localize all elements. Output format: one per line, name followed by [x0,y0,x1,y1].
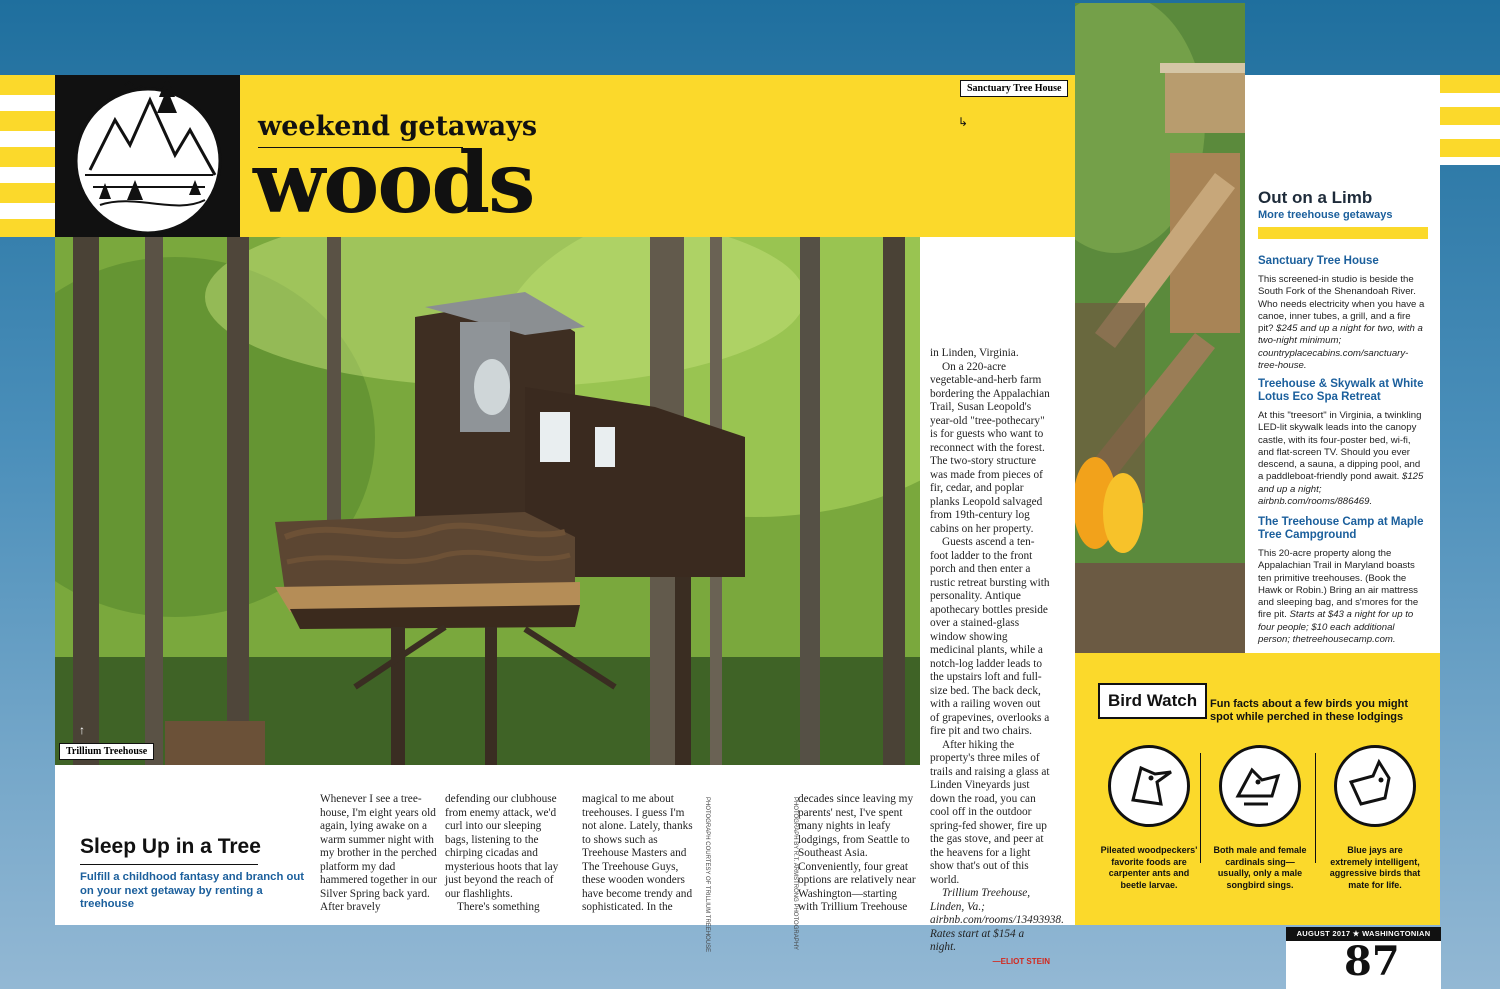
woodpecker-icon [1108,745,1190,827]
sidebar-item [1258,255,1428,372]
arrow-right-icon: ↳ [958,115,969,129]
sidebar-item-text: At this "treesort" in Virginia, a twinkling LED-lit skywalk leads into the canopy castle, with its four-poster bed, wi-fi, and flat-screen TV. Should you ever descend, a sauna, a dipping pool, and a paddleboat-friendly pond await. $125 and up a night; airbnb.com/rooms/886469. [1258,410,1424,508]
divider [1315,753,1316,863]
blue-jay-icon [1334,745,1416,827]
sidebar-subtitle: More treehouse getaways [1258,209,1393,221]
section-kicker: weekend getaways [258,111,538,142]
sidebar-item [1258,516,1428,646]
mountains-emblem [55,75,240,237]
stairway-treehouse-photo [1075,3,1245,653]
treehouse-photo [55,237,920,765]
bird-fact: Both male and female cardinals sing—usually, only a male songbird sings. [1210,745,1310,891]
page-title: woods [253,133,534,232]
bird-watch-intro: Fun facts about a few birds you might spot while perched in these lodgings [1210,698,1409,723]
decorative-stripes-right [1440,75,1500,165]
treehouse-illustration [55,237,920,765]
photo-tag-sanctuary: Sanctuary Tree House [960,80,1068,97]
feature-deck: Fulfill a childhood fantasy and branch out on your next getaway by renting a treehouse [80,871,305,910]
feature-headline: Sleep Up in a Tree [80,835,261,858]
sidebar-item [1258,378,1428,508]
bird-fact: Blue jays are extremely intelligent, aggressive birds that mate for life. [1325,745,1425,891]
stairway-illustration [1075,3,1245,653]
body-column-3: magical to me about treehouses. I guess I'm not alone. Lately, thanks to shows such as Treehouse Masters and The Treehouse Guys, these wooden wonders have become trendy and sophisticated. In the [582,793,693,913]
cardinal-icon [1219,745,1301,827]
sidebar-item-title: Sanctuary Tree House [1258,255,1379,267]
sidebar-yellow-bar [1258,227,1428,239]
issue-line: AUGUST 2017 ★ WASHINGTONIAN [1286,927,1441,941]
bird-watch-box [1075,653,1440,925]
sidebar-item-title: The Treehouse Camp at Maple Tree Campground [1258,516,1424,541]
sidebar-title: Out on a Limb [1258,188,1373,207]
page-number: 87 [1344,938,1400,985]
sidebar-item-text: This 20-acre property along the Appalachian Trail in Maryland boasts ten primitive treehouses. (Book the Hawk or Robin.) Bring an air mattress and sleeping bag, and s'mores for the fire pit. Starts at $43 a night for up to four people; $10 each additional person; thetreehousecamp.com. [1258,548,1419,646]
decorative-stripes [0,75,55,237]
photo-caption: Trillium Treehouse [59,743,154,760]
divider [1200,753,1201,863]
body-column-5: in Linden, Virginia. On a 220-acre vegetable-and-herb farm bordering the Appalachian Trail, Susan Leopold's year-old "tree-pothecary" is for guests who want to reconnect with the forest. The two-story structure was made from pieces of fir, cedar, and poplar planks Leopold salvaged from 19th-century log cabins on her property. Guests ascend a ten-foot ladder to the front porch and then enter a rustic retreat bursting with personality. Antique apothecary bottles preside over a stained-glass window showing medicinal plants, while a notch-log ladder leads to the upstairs loft and full-size bed. The back deck, with a railing woven out of grapevines, overlooks a fire pit and two chairs. After hiking the property's three miles of trails and raising a glass at Linden Vineyards just down the road, you can cool off in the outdoor spring-fed shower, fire up the gas stove, and peer at the heavens for a light show that's out of this world. Trillium Treehouse, Linden, Va.; airbnb.com/rooms/13493938. Rates start at $154 a night. —ELIOT STEIN [930,347,1050,968]
bird-watch-title: Bird Watch [1098,683,1207,719]
body-column-4: decades since leaving my parents' nest, I've spent many nights in leafy lodgings, from Seattle to Southeast Asia. Conveniently, four great options are relatively near Washington—starting with Trillium Treehouse [798,793,916,913]
photo-credit-2: PHOTOGRAPH BY R.T. ARMSTRONG PHOTOGRAPHY [792,797,798,951]
sidebar-item-title: Treehouse & Skywalk at White Lotus Eco Spa Retreat [1258,378,1424,403]
arrow-up-icon: ↑ [79,723,85,737]
byline: —ELIOT STEIN [992,956,1050,966]
mountain-landscape-icon [55,75,240,237]
body-column-1: Whenever I see a tree-house, I'm eight years old again, lying awake on a warm summer night with my brother in the perched platform my dad hammered together in our Silver Spring back yard. After bravely [320,793,438,913]
photo-credit-1: PHOTOGRAPH COURTESY OF TRILLIUM TREEHOUSE [704,797,710,953]
bird-fact: Pileated woodpeckers' favorite foods are carpenter ants and beetle larvae. [1099,745,1199,891]
sidebar-item-text: This screened-in studio is beside the South Fork of the Shenandoah River. Who needs electricity when you have a canoe, inner tubes, a grill, and a fire pit? $245 and up a night for two, with a two-night minimum; countryplacecabins.com/sanctuary-tree-house. [1258,274,1425,372]
headline-rule [80,864,258,865]
body-column-2: defending our clubhouse from enemy attack, we'd curl into our sleeping bags, listening to the chirping cicadas and mysterious hoots that lay just beyond the reach of our flashlights. There's something [445,793,559,913]
